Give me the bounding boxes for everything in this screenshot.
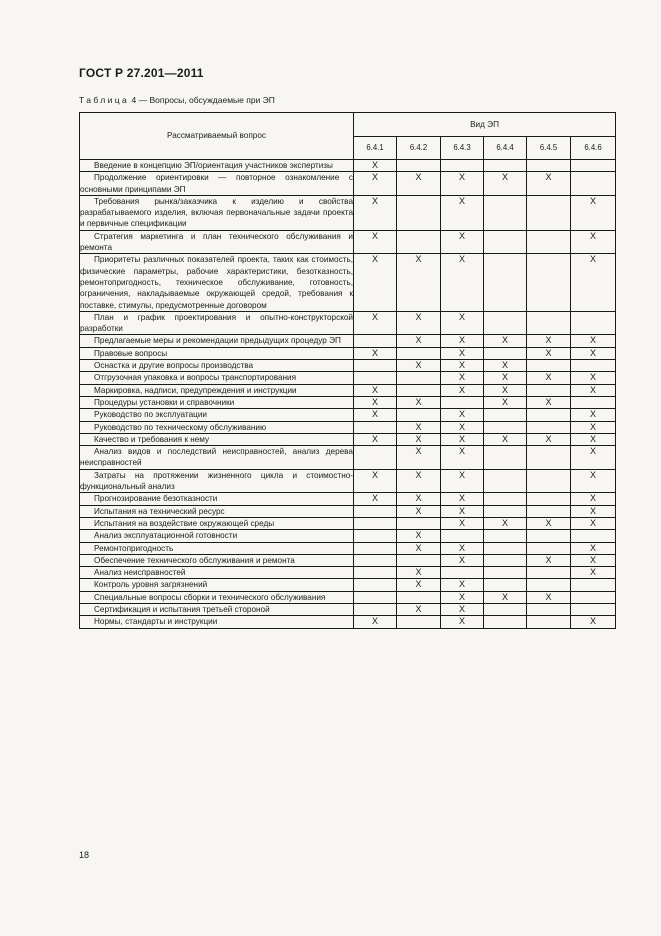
page-number: 18 bbox=[79, 850, 90, 860]
mark-cell: X bbox=[354, 160, 397, 172]
question-cell: Стратегия маркетинга и план технического обслуживания и ремонта bbox=[80, 231, 353, 253]
mark-cell bbox=[354, 360, 397, 372]
mark-cell bbox=[571, 311, 616, 335]
mark-cell: X bbox=[484, 517, 527, 529]
mark-cell bbox=[484, 195, 527, 230]
mark-cell: X bbox=[571, 347, 616, 359]
table-row bbox=[80, 446, 616, 470]
mark-cell bbox=[527, 579, 571, 591]
mark-cell bbox=[484, 160, 527, 172]
mark-cell: X bbox=[441, 195, 484, 230]
mark-cell: X bbox=[354, 347, 397, 359]
issues-table bbox=[79, 112, 616, 629]
mark-cell: X bbox=[397, 542, 441, 554]
mark-cell: X bbox=[571, 469, 616, 493]
question-cell: Процедуры установки и справочники bbox=[80, 396, 354, 408]
table-row bbox=[80, 542, 616, 554]
question-cell: Сертификация и испытания третьей стороной bbox=[80, 603, 354, 615]
mark-cell: X bbox=[527, 591, 571, 603]
mark-cell: X bbox=[484, 591, 527, 603]
mark-cell bbox=[484, 542, 527, 554]
section-header: 6.4.6 bbox=[571, 137, 616, 160]
table-caption-text: 4 — Вопросы, обсуждаемые при ЭП bbox=[131, 95, 275, 105]
question-cell: Анализ видов и последствий неисправностей, анализ дерева неисправностей bbox=[80, 447, 353, 468]
mark-cell bbox=[484, 616, 527, 628]
mark-cell: X bbox=[441, 230, 484, 254]
table-row bbox=[80, 384, 616, 396]
mark-cell: X bbox=[397, 567, 441, 579]
mark-cell: X bbox=[527, 347, 571, 359]
question-cell: Качество и требования к нему bbox=[80, 433, 354, 445]
mark-cell: X bbox=[397, 603, 441, 615]
mark-cell bbox=[527, 469, 571, 493]
mark-cell bbox=[441, 530, 484, 542]
mark-cell: X bbox=[571, 372, 616, 384]
mark-cell: X bbox=[397, 493, 441, 505]
mark-cell: X bbox=[527, 335, 571, 347]
question-cell: Предлагаемые меры и рекомендации предыдущих процедур ЭП bbox=[80, 335, 354, 347]
mark-cell: X bbox=[484, 335, 527, 347]
page-title: ГОСТ Р 27.201—2011 bbox=[79, 66, 204, 80]
mark-cell bbox=[571, 530, 616, 542]
section-header: 6.4.1 bbox=[354, 137, 397, 160]
mark-cell: X bbox=[571, 335, 616, 347]
table-row bbox=[80, 254, 616, 311]
mark-cell: X bbox=[571, 230, 616, 254]
mark-cell bbox=[484, 493, 527, 505]
table-caption bbox=[79, 95, 275, 105]
mark-cell: X bbox=[397, 335, 441, 347]
mark-cell bbox=[354, 530, 397, 542]
question-cell: Оснастка и другие вопросы производства bbox=[80, 360, 354, 372]
mark-cell: X bbox=[441, 579, 484, 591]
table-row bbox=[80, 591, 616, 603]
review-type-header: Вид ЭП bbox=[354, 113, 616, 137]
question-cell: План и график проектирования и опытно-конструкторской разработки bbox=[80, 312, 353, 334]
mark-cell bbox=[527, 567, 571, 579]
mark-cell bbox=[484, 469, 527, 493]
mark-cell bbox=[527, 311, 571, 335]
mark-cell: X bbox=[397, 172, 441, 196]
mark-cell: X bbox=[441, 360, 484, 372]
question-cell: Затраты на протяжении жизненного цикла и стоимостно-функциональный анализ bbox=[80, 470, 353, 492]
mark-cell: X bbox=[441, 384, 484, 396]
question-cell: Прогнозирование безотказности bbox=[80, 493, 354, 505]
mark-cell bbox=[397, 195, 441, 230]
mark-cell: X bbox=[441, 542, 484, 554]
question-cell: Руководство по техническому обслуживанию bbox=[80, 421, 354, 433]
mark-cell bbox=[571, 172, 616, 196]
mark-cell bbox=[571, 160, 616, 172]
section-header: 6.4.4 bbox=[484, 137, 527, 160]
mark-cell: X bbox=[571, 616, 616, 628]
mark-cell bbox=[397, 616, 441, 628]
mark-cell: X bbox=[571, 446, 616, 470]
mark-cell bbox=[441, 160, 484, 172]
mark-cell bbox=[397, 230, 441, 254]
mark-cell: X bbox=[354, 311, 397, 335]
mark-cell: X bbox=[441, 469, 484, 493]
mark-cell: X bbox=[571, 254, 616, 311]
question-cell: Нормы, стандарты и инструкции bbox=[80, 616, 354, 628]
mark-cell: X bbox=[441, 493, 484, 505]
mark-cell: X bbox=[441, 372, 484, 384]
table-row bbox=[80, 469, 616, 493]
mark-cell bbox=[354, 372, 397, 384]
question-cell: Требования рынка/заказчика к изделию и свойства разрабатываемого изделия, включая первоначальные задачи проекта и первичные спецификации bbox=[80, 196, 353, 229]
mark-cell bbox=[484, 530, 527, 542]
table-row bbox=[80, 530, 616, 542]
question-cell: Испытания на технический ресурс bbox=[80, 505, 354, 517]
mark-cell: X bbox=[397, 433, 441, 445]
table-row bbox=[80, 616, 616, 628]
mark-cell: X bbox=[441, 421, 484, 433]
mark-cell: X bbox=[484, 372, 527, 384]
mark-cell: X bbox=[354, 230, 397, 254]
question-cell: Отгрузочная упаковка и вопросы транспортирования bbox=[80, 372, 354, 384]
mark-cell: X bbox=[527, 396, 571, 408]
mark-cell bbox=[527, 384, 571, 396]
mark-cell: X bbox=[397, 530, 441, 542]
mark-cell bbox=[484, 567, 527, 579]
mark-cell bbox=[354, 591, 397, 603]
question-cell: Обеспечение технического обслуживания и ремонта bbox=[80, 554, 354, 566]
table-row bbox=[80, 433, 616, 445]
mark-cell bbox=[527, 254, 571, 311]
mark-cell bbox=[527, 195, 571, 230]
mark-cell: X bbox=[441, 591, 484, 603]
table-row bbox=[80, 567, 616, 579]
mark-cell: X bbox=[397, 421, 441, 433]
table-row bbox=[80, 409, 616, 421]
question-cell: Анализ неисправностей bbox=[80, 567, 354, 579]
mark-cell bbox=[397, 347, 441, 359]
mark-cell bbox=[354, 579, 397, 591]
mark-cell bbox=[354, 517, 397, 529]
mark-cell: X bbox=[397, 396, 441, 408]
mark-cell: X bbox=[527, 517, 571, 529]
mark-cell bbox=[484, 505, 527, 517]
question-cell: Ремонтопригодность bbox=[80, 542, 354, 554]
mark-cell bbox=[484, 311, 527, 335]
mark-cell: X bbox=[527, 433, 571, 445]
mark-cell: X bbox=[441, 172, 484, 196]
table-row bbox=[80, 195, 616, 230]
question-cell: Анализ эксплуатационной готовности bbox=[80, 530, 354, 542]
question-column-header: Рассматриваемый вопрос bbox=[80, 113, 354, 160]
mark-cell: X bbox=[354, 493, 397, 505]
mark-cell: X bbox=[571, 567, 616, 579]
mark-cell: X bbox=[571, 433, 616, 445]
mark-cell bbox=[397, 409, 441, 421]
mark-cell: X bbox=[571, 505, 616, 517]
table-row bbox=[80, 160, 616, 172]
mark-cell bbox=[397, 554, 441, 566]
table-row bbox=[80, 360, 616, 372]
table-row bbox=[80, 347, 616, 359]
mark-cell: X bbox=[397, 360, 441, 372]
mark-cell: X bbox=[527, 372, 571, 384]
mark-cell bbox=[571, 396, 616, 408]
table-body bbox=[80, 160, 616, 629]
mark-cell bbox=[527, 230, 571, 254]
table-row bbox=[80, 554, 616, 566]
mark-cell bbox=[354, 542, 397, 554]
mark-cell: X bbox=[441, 616, 484, 628]
mark-cell bbox=[527, 409, 571, 421]
mark-cell bbox=[354, 505, 397, 517]
mark-cell bbox=[527, 493, 571, 505]
mark-cell: X bbox=[354, 172, 397, 196]
mark-cell: X bbox=[571, 421, 616, 433]
section-header: 6.4.5 bbox=[527, 137, 571, 160]
mark-cell: X bbox=[397, 254, 441, 311]
mark-cell: X bbox=[397, 505, 441, 517]
mark-cell: X bbox=[571, 195, 616, 230]
mark-cell: X bbox=[354, 433, 397, 445]
mark-cell bbox=[527, 421, 571, 433]
mark-cell bbox=[397, 384, 441, 396]
mark-cell: X bbox=[571, 384, 616, 396]
mark-cell: X bbox=[484, 433, 527, 445]
mark-cell: X bbox=[397, 579, 441, 591]
mark-cell bbox=[441, 396, 484, 408]
mark-cell bbox=[484, 254, 527, 311]
mark-cell: X bbox=[571, 409, 616, 421]
mark-cell bbox=[527, 505, 571, 517]
mark-cell bbox=[354, 446, 397, 470]
mark-cell bbox=[354, 554, 397, 566]
mark-cell bbox=[484, 579, 527, 591]
mark-cell bbox=[354, 421, 397, 433]
mark-cell: X bbox=[354, 409, 397, 421]
mark-cell: X bbox=[484, 172, 527, 196]
mark-cell: X bbox=[397, 446, 441, 470]
mark-cell: X bbox=[354, 195, 397, 230]
mark-cell: X bbox=[441, 517, 484, 529]
mark-cell bbox=[441, 567, 484, 579]
mark-cell bbox=[571, 591, 616, 603]
mark-cell: X bbox=[527, 172, 571, 196]
question-cell: Правовые вопросы bbox=[80, 347, 354, 359]
question-cell: Продолжение ориентировки — повторное ознакомление с основными принципами ЭП bbox=[80, 173, 353, 194]
mark-cell: X bbox=[484, 384, 527, 396]
mark-cell: X bbox=[397, 311, 441, 335]
table-row bbox=[80, 396, 616, 408]
section-header: 6.4.3 bbox=[441, 137, 484, 160]
mark-cell bbox=[527, 160, 571, 172]
mark-cell bbox=[571, 579, 616, 591]
mark-cell: X bbox=[571, 554, 616, 566]
mark-cell: X bbox=[571, 542, 616, 554]
question-cell: Специальные вопросы сборки и технического обслуживания bbox=[80, 591, 354, 603]
mark-cell bbox=[354, 567, 397, 579]
table-row bbox=[80, 603, 616, 615]
mark-cell: X bbox=[441, 254, 484, 311]
question-cell: Приоритеты различных показателей проекта, таких как стоимость, физические параметры, рабочие характеристики, безотказность, ремонтопригодность, техническое обслуживание, готовность, ограничения, накладываемые окружающей средой, требования к поставке, стимулы, предусмотренные договором bbox=[80, 255, 353, 310]
question-cell: Маркировка, надписи, предупреждения и инструкции bbox=[80, 384, 354, 396]
mark-cell: X bbox=[441, 505, 484, 517]
table-caption-word: Таблица bbox=[79, 95, 130, 105]
section-header: 6.4.2 bbox=[397, 137, 441, 160]
mark-cell bbox=[527, 360, 571, 372]
mark-cell bbox=[397, 517, 441, 529]
table-row bbox=[80, 421, 616, 433]
mark-cell bbox=[484, 421, 527, 433]
mark-cell: X bbox=[354, 254, 397, 311]
mark-cell bbox=[484, 603, 527, 615]
table-row bbox=[80, 579, 616, 591]
mark-cell: X bbox=[571, 493, 616, 505]
mark-cell: X bbox=[571, 517, 616, 529]
mark-cell bbox=[527, 616, 571, 628]
mark-cell bbox=[484, 230, 527, 254]
table-row bbox=[80, 517, 616, 529]
mark-cell bbox=[354, 335, 397, 347]
mark-cell: X bbox=[441, 409, 484, 421]
mark-cell bbox=[354, 603, 397, 615]
mark-cell: X bbox=[441, 347, 484, 359]
mark-cell: X bbox=[441, 446, 484, 470]
table-row bbox=[80, 505, 616, 517]
table-row bbox=[80, 493, 616, 505]
mark-cell: X bbox=[441, 603, 484, 615]
mark-cell: X bbox=[441, 335, 484, 347]
mark-cell bbox=[397, 160, 441, 172]
mark-cell bbox=[397, 372, 441, 384]
mark-cell bbox=[571, 360, 616, 372]
mark-cell: X bbox=[354, 616, 397, 628]
mark-cell: X bbox=[527, 554, 571, 566]
question-cell: Руководство по эксплуатации bbox=[80, 409, 354, 421]
mark-cell bbox=[397, 591, 441, 603]
mark-cell: X bbox=[441, 554, 484, 566]
mark-cell: X bbox=[484, 396, 527, 408]
table-row bbox=[80, 230, 616, 254]
mark-cell bbox=[527, 542, 571, 554]
mark-cell: X bbox=[354, 384, 397, 396]
question-cell: Контроль уровня загрязнений bbox=[80, 579, 354, 591]
mark-cell bbox=[527, 603, 571, 615]
mark-cell: X bbox=[354, 469, 397, 493]
mark-cell: X bbox=[484, 360, 527, 372]
mark-cell bbox=[484, 446, 527, 470]
table-row bbox=[80, 311, 616, 335]
mark-cell: X bbox=[441, 311, 484, 335]
mark-cell: X bbox=[354, 396, 397, 408]
table-row bbox=[80, 335, 616, 347]
mark-cell: X bbox=[441, 433, 484, 445]
mark-cell bbox=[484, 409, 527, 421]
question-cell: Испытания на воздействие окружающей среды bbox=[80, 517, 354, 529]
question-cell: Введение в концепцию ЭП/ориентация участников экспертизы bbox=[80, 160, 354, 172]
mark-cell bbox=[571, 603, 616, 615]
table-row bbox=[80, 172, 616, 196]
mark-cell bbox=[484, 554, 527, 566]
mark-cell bbox=[527, 530, 571, 542]
mark-cell bbox=[484, 347, 527, 359]
table-row bbox=[80, 372, 616, 384]
mark-cell bbox=[527, 446, 571, 470]
mark-cell: X bbox=[397, 469, 441, 493]
